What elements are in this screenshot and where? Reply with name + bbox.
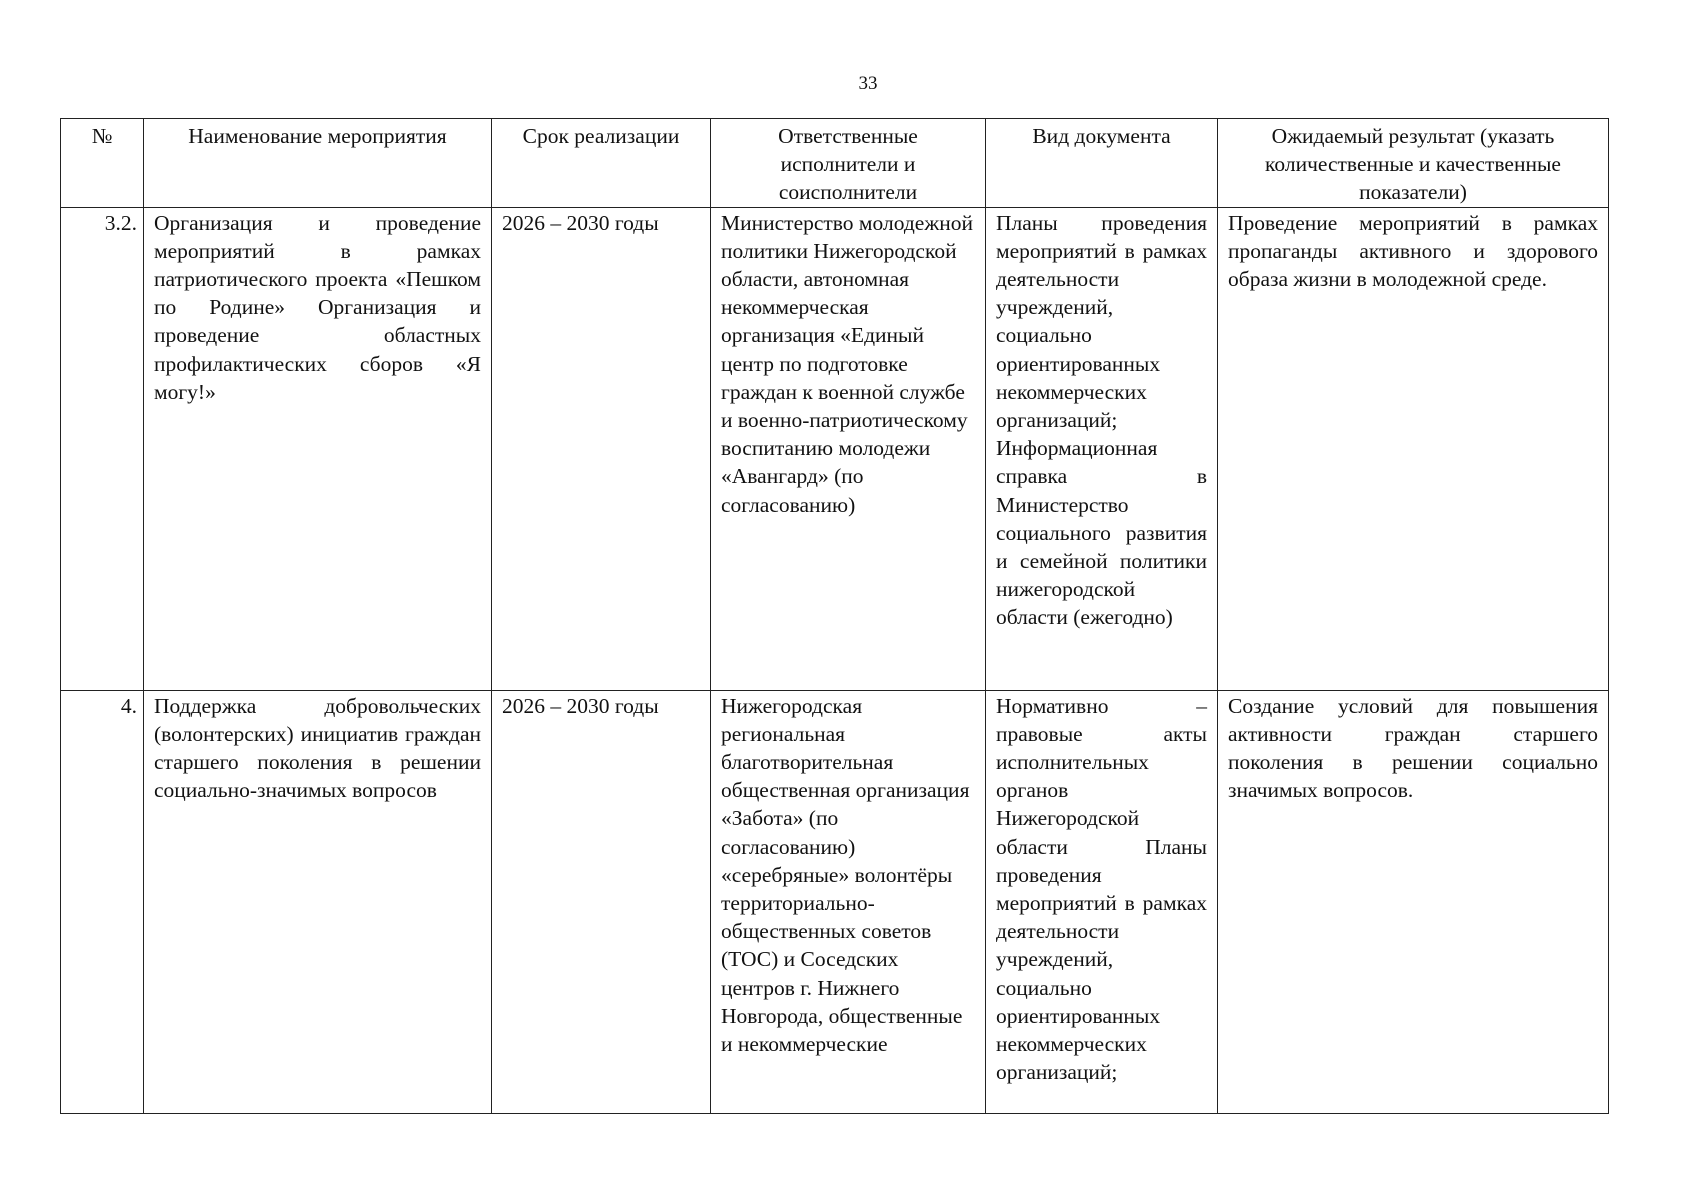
row-event-name: Организация и проведение мероприятий в рамках патриотического проекта «Пешком по Родине» Организация и проведение областных профилактических сборов «Я могу!»: [144, 207, 492, 690]
header-executors-text: Ответственные исполнители и соисполнители: [778, 124, 918, 205]
row-number: 3.2.: [61, 207, 144, 690]
header-executors: [711, 119, 986, 208]
row-expected-result: Создание условий для повышения активности граждан старшего поколения в решении социально значимых вопросов.: [1218, 690, 1609, 1113]
row-executors: Министерство молодежной политики Нижегородской области, автономная некоммерческая организация «Единый центр по подготовке граждан к военной службе и военно-патриотическому воспитанию молодежи «Авангард» (по согласованию): [711, 207, 986, 690]
page-number: 33: [858, 73, 878, 94]
row-document-type: Нормативно – правовые акты исполнительных органов Нижегородской области Планы проведения мероприятий в рамках деятельности учреждений, социально ориентированных некоммерческих организаций;: [986, 690, 1218, 1113]
header-event-name: Наименование мероприятия: [144, 119, 492, 208]
table-header-row: [61, 119, 1609, 208]
row-term: 2026 – 2030 годы: [492, 207, 711, 690]
header-expected-result: Ожидаемый результат (указать количественные и качественные показатели): [1218, 119, 1609, 208]
header-document-type: Вид документа: [986, 119, 1218, 208]
table-row: [61, 690, 1609, 1113]
row-document-type: Планы проведения мероприятий в рамках деятельности учреждений, социально ориентированных некоммерческих организаций; Информационная справка в Министерство социального развития и семейной политики нижегородской области (ежегодно): [986, 207, 1218, 690]
row-event-name: Поддержка добровольческих (волонтерских) инициатив граждан старшего поколения в решении социально-значимых вопросов: [144, 690, 492, 1113]
events-plan-table: [60, 118, 1609, 1114]
row-number: 4.: [61, 690, 144, 1113]
row-term: 2026 – 2030 годы: [492, 690, 711, 1113]
header-term: Срок реализации: [492, 119, 711, 208]
row-expected-result: Проведение мероприятий в рамках пропаганды активного и здорового образа жизни в молодежной среде.: [1218, 207, 1609, 690]
row-executors: Нижегородская региональная благотворительная общественная организация «Забота» (по согласованию) «серебряные» волонтёры территориально-общественных советов (ТОС) и Соседских центров г. Нижнего Новгорода, общественные и некоммерческие: [711, 690, 986, 1113]
table-row: [61, 207, 1609, 690]
header-number: №: [61, 119, 144, 208]
